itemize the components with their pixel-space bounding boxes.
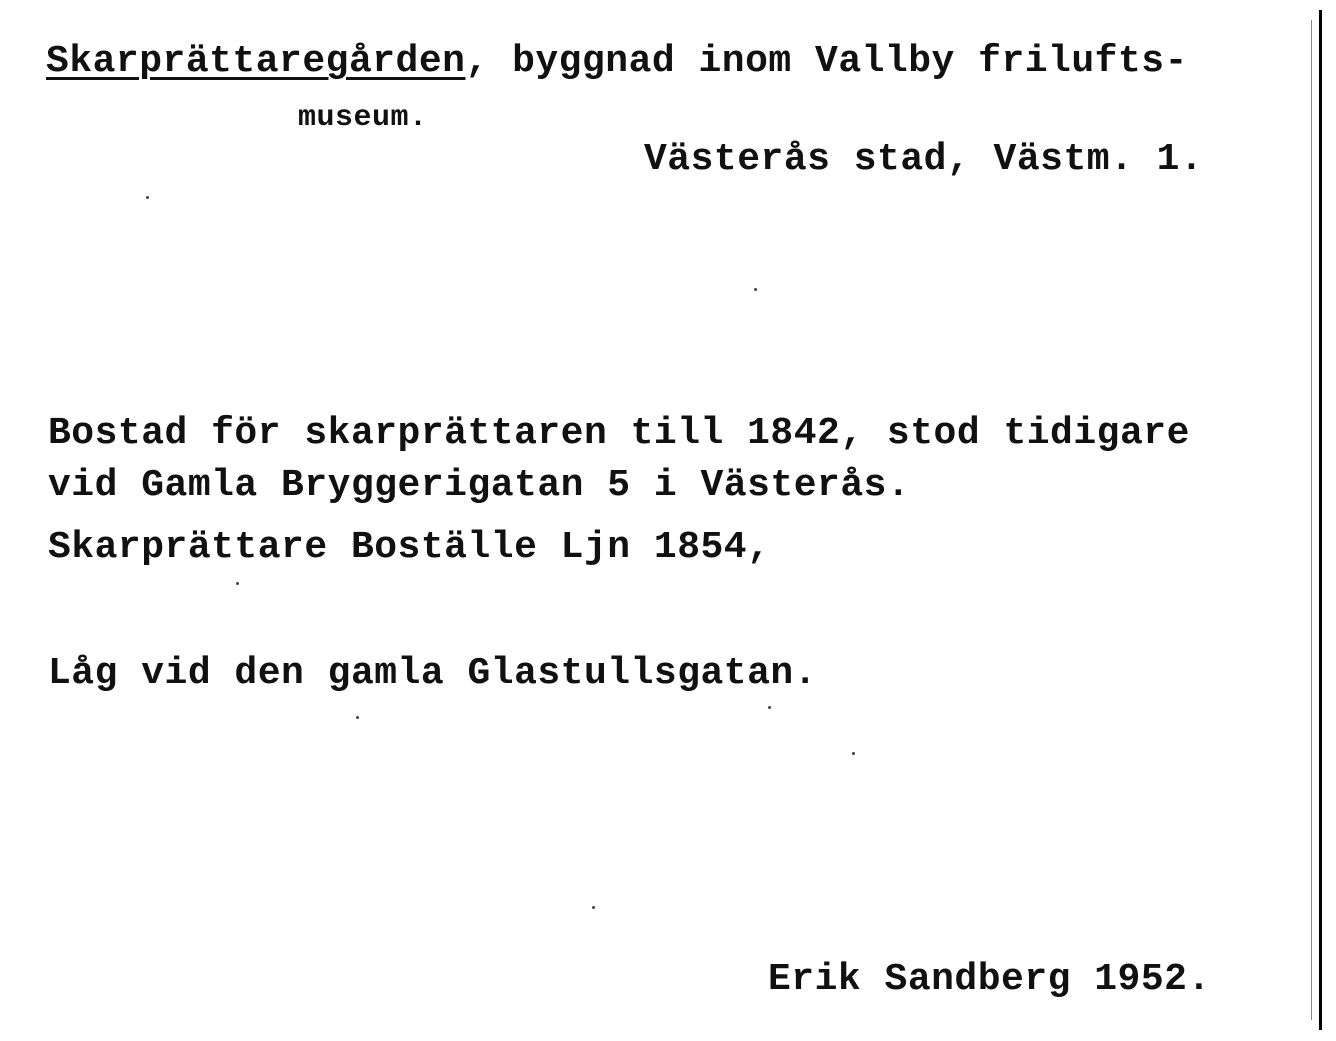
scan-speck <box>852 752 855 755</box>
card-title-rest: , byggnad inom Vallby frilufts- <box>465 40 1188 83</box>
card-title-line <box>46 40 1188 84</box>
scan-speck <box>356 716 359 719</box>
card-title-continuation: museum. <box>298 101 428 135</box>
card-edge <box>1319 10 1322 1030</box>
scan-speck <box>146 196 149 199</box>
card-edge-shadow <box>1311 20 1312 1020</box>
scan-speck <box>592 906 595 909</box>
card-title: Skarprättaregården <box>46 40 466 83</box>
location-line: Västerås stad, Västm. 1. <box>644 138 1204 181</box>
signature: Erik Sandberg 1952. <box>768 958 1211 1001</box>
scan-speck <box>768 706 771 709</box>
body-line-4: Låg vid den gamla Glastullsgatan. <box>48 652 818 695</box>
body-line-1: Bostad för skarprättaren till 1842, stod tidigare <box>48 412 1190 455</box>
scan-speck <box>236 582 239 585</box>
body-line-2: vid Gamla Bryggerigatan 5 i Västerås. <box>48 464 911 507</box>
scan-speck <box>754 288 757 291</box>
body-line-3: Skarprättare Boställe Ljn 1854, <box>48 526 771 569</box>
